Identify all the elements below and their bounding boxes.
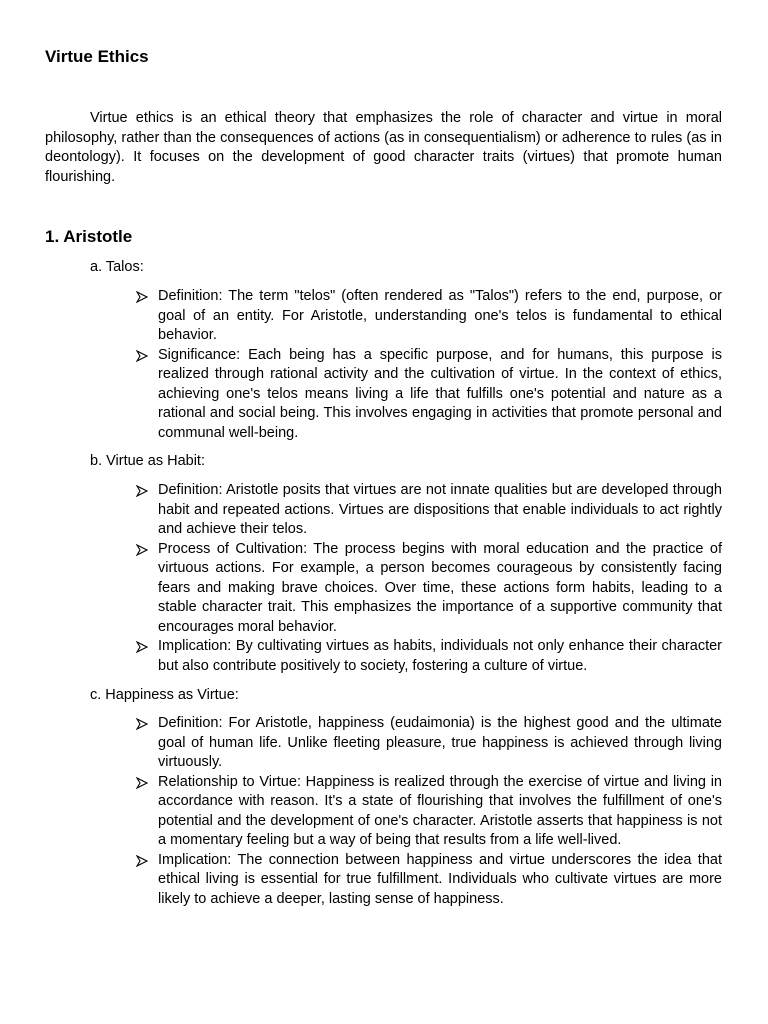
intro-paragraph: Virtue ethics is an ethical theory that emphasizes the role of character and virtue in moral philosophy, rather than the consequences of actions (as in consequentialism) or adherence to rules (as in deontology). It focuses on the development of good character traits (virtues) that promote human flourishing. [45, 110, 722, 185]
subsection-label-virtue-as-habit: b. Virtue as Habit: [90, 453, 205, 469]
bullet-item [136, 637, 722, 676]
bullet-item [136, 481, 722, 540]
bullet-text: Implication: The connection between happiness and virtue underscores the idea that ethical living is essential for true fulfillment. Individuals who cultivate virtues are more likely to achieve a deeper, lasting sense of happiness. [158, 851, 722, 907]
bullet-text: Process of Cultivation: The process begins with moral education and the practice of virtuous actions. For example, a person becomes courageous by consistently facing fears and making brave choices. Over time, these actions form habits, leading to a stable character trait. This emphasizes the importance of a supportive community that encourages moral behavior. [158, 540, 722, 635]
bullet-item [136, 346, 722, 444]
bullet-item [136, 540, 722, 638]
bullet-text: Implication: By cultivating virtues as habits, individuals not only enhance their character but also contribute positively to society, fostering a culture of virtue. [158, 638, 722, 674]
bullet-item [136, 773, 722, 851]
bullet-text: Definition: For Aristotle, happiness (eudaimonia) is the highest good and the ultimate goal of human life. Unlike fleeting pleasure, true happiness is achieved through living virtuously. [158, 715, 722, 770]
arrow-bullet-icon [136, 718, 148, 730]
subsection-label-talos: a. Talos: [90, 259, 144, 275]
arrow-bullet-icon [136, 855, 148, 867]
arrow-bullet-icon [136, 777, 148, 789]
bullet-item [136, 287, 722, 346]
bullet-text: Significance: Each being has a specific purpose, and for humans, this purpose is realized through rational activity and the cultivation of virtue. In the context of ethics, achieving one's telos means living a life that fulfills one's potential and nature as a rational and social being. This involves engaging in activities that promote personal and communal well-being. [158, 346, 722, 441]
arrow-bullet-icon [136, 485, 148, 497]
bullet-text: Definition: The term "telos" (often rendered as "Talos") refers to the end, purpose, or goal of an entity. For Aristotle, understanding one's telos is fundamental to ethical behavior. [158, 288, 722, 343]
section-heading-aristotle: 1. Aristotle [45, 227, 133, 246]
document-title: Virtue Ethics [45, 47, 149, 66]
bullet-text: Definition: Aristotle posits that virtues are not innate qualities but are developed through habit and repeated actions. Virtues are dispositions that enable individuals to act rightly and achieve their telos. [158, 482, 722, 537]
arrow-bullet-icon [136, 641, 148, 653]
bullet-list-virtue-as-habit [136, 481, 722, 676]
bullet-text: Relationship to Virtue: Happiness is realized through the exercise of virtue and living in accordance with reason. It's a state of flourishing that involves the fulfillment of one's potential and the development of one's character. Aristotle asserts that happiness is not a momentary feeling but a way of being that results from a life well-lived. [158, 773, 722, 848]
arrow-bullet-icon [136, 350, 148, 362]
bullet-item [136, 714, 722, 773]
subsection-label-happiness-as-virtue: c. Happiness as Virtue: [90, 687, 239, 703]
bullet-list-talos [136, 287, 722, 443]
bullet-list-happiness-as-virtue [136, 714, 722, 909]
arrow-bullet-icon [136, 291, 148, 303]
bullet-item [136, 851, 722, 910]
arrow-bullet-icon [136, 544, 148, 556]
